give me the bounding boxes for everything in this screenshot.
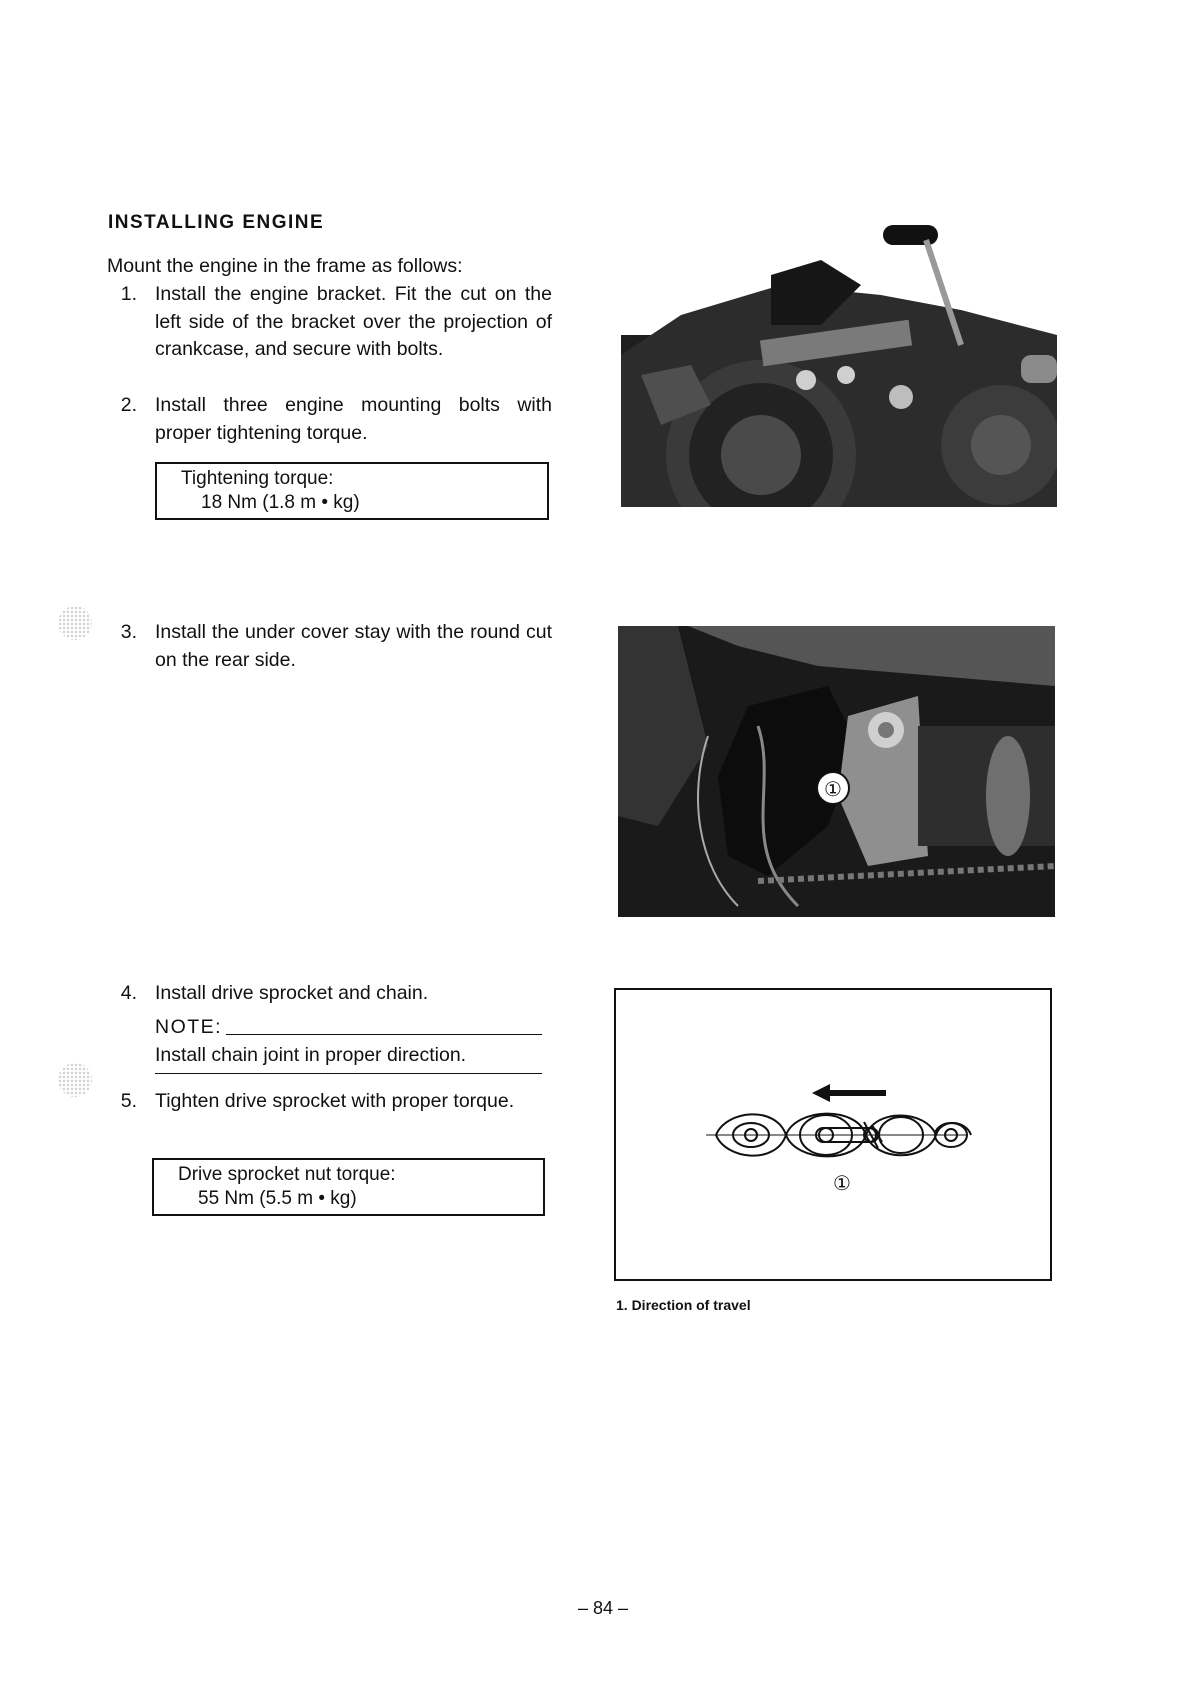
figure-caption: 1. Direction of travel (616, 1297, 751, 1313)
torque-label: Drive sprocket nut torque: (178, 1164, 396, 1185)
intro-text: Mount the engine in the frame as follows: (107, 255, 463, 277)
section-heading: INSTALLING ENGINE (108, 212, 325, 233)
torque-value: 18 Nm (1.8 m • kg) (201, 492, 360, 513)
note-label: NOTE: (155, 1016, 223, 1038)
torque-spec-box (155, 462, 549, 520)
step-text: Tighten drive sprocket with proper torque. (155, 1090, 515, 1112)
note-rule (226, 1034, 542, 1035)
torque-spec-box (152, 1158, 545, 1216)
step-2 (107, 392, 552, 447)
step-number: 3. (120, 621, 137, 643)
step-text: Install drive sprocket and chain. (155, 982, 429, 1004)
page-number: – 84 – (577, 1598, 629, 1618)
engine-photo (621, 215, 1057, 507)
torque-value: 55 Nm (5.5 m • kg) (198, 1188, 357, 1209)
step-number: 4. (120, 982, 137, 1004)
step-number: 5. (120, 1090, 137, 1112)
torque-label: Tightening torque: (181, 468, 334, 489)
diagram-callout-marker: ① (833, 1171, 851, 1195)
step-text: Install the under cover stay with the round cut on the rear side. (155, 621, 552, 671)
step-3 (107, 619, 552, 674)
step-5 (107, 1088, 552, 1116)
step-text: Install the engine bracket. Fit the cut on the left side of the bracket over the projection of crankcase, and secure with bolts. (155, 283, 552, 360)
scan-artifact (58, 1063, 92, 1097)
step-text: Install three engine mounting bolts with proper tightening torque. (155, 394, 552, 444)
step-1 (107, 281, 552, 364)
step-4 (107, 980, 552, 1008)
chain-direction-diagram (614, 988, 1052, 1281)
note-block (155, 1014, 542, 1074)
scan-artifact (58, 606, 92, 640)
note-text: Install chain joint in proper direction. (155, 1042, 542, 1075)
callout-marker: ① (824, 777, 842, 801)
step-number: 2. (120, 394, 137, 416)
under-cover-stay-photo (618, 626, 1055, 917)
step-number: 1. (120, 283, 137, 305)
left-arrow-icon (812, 1084, 830, 1102)
